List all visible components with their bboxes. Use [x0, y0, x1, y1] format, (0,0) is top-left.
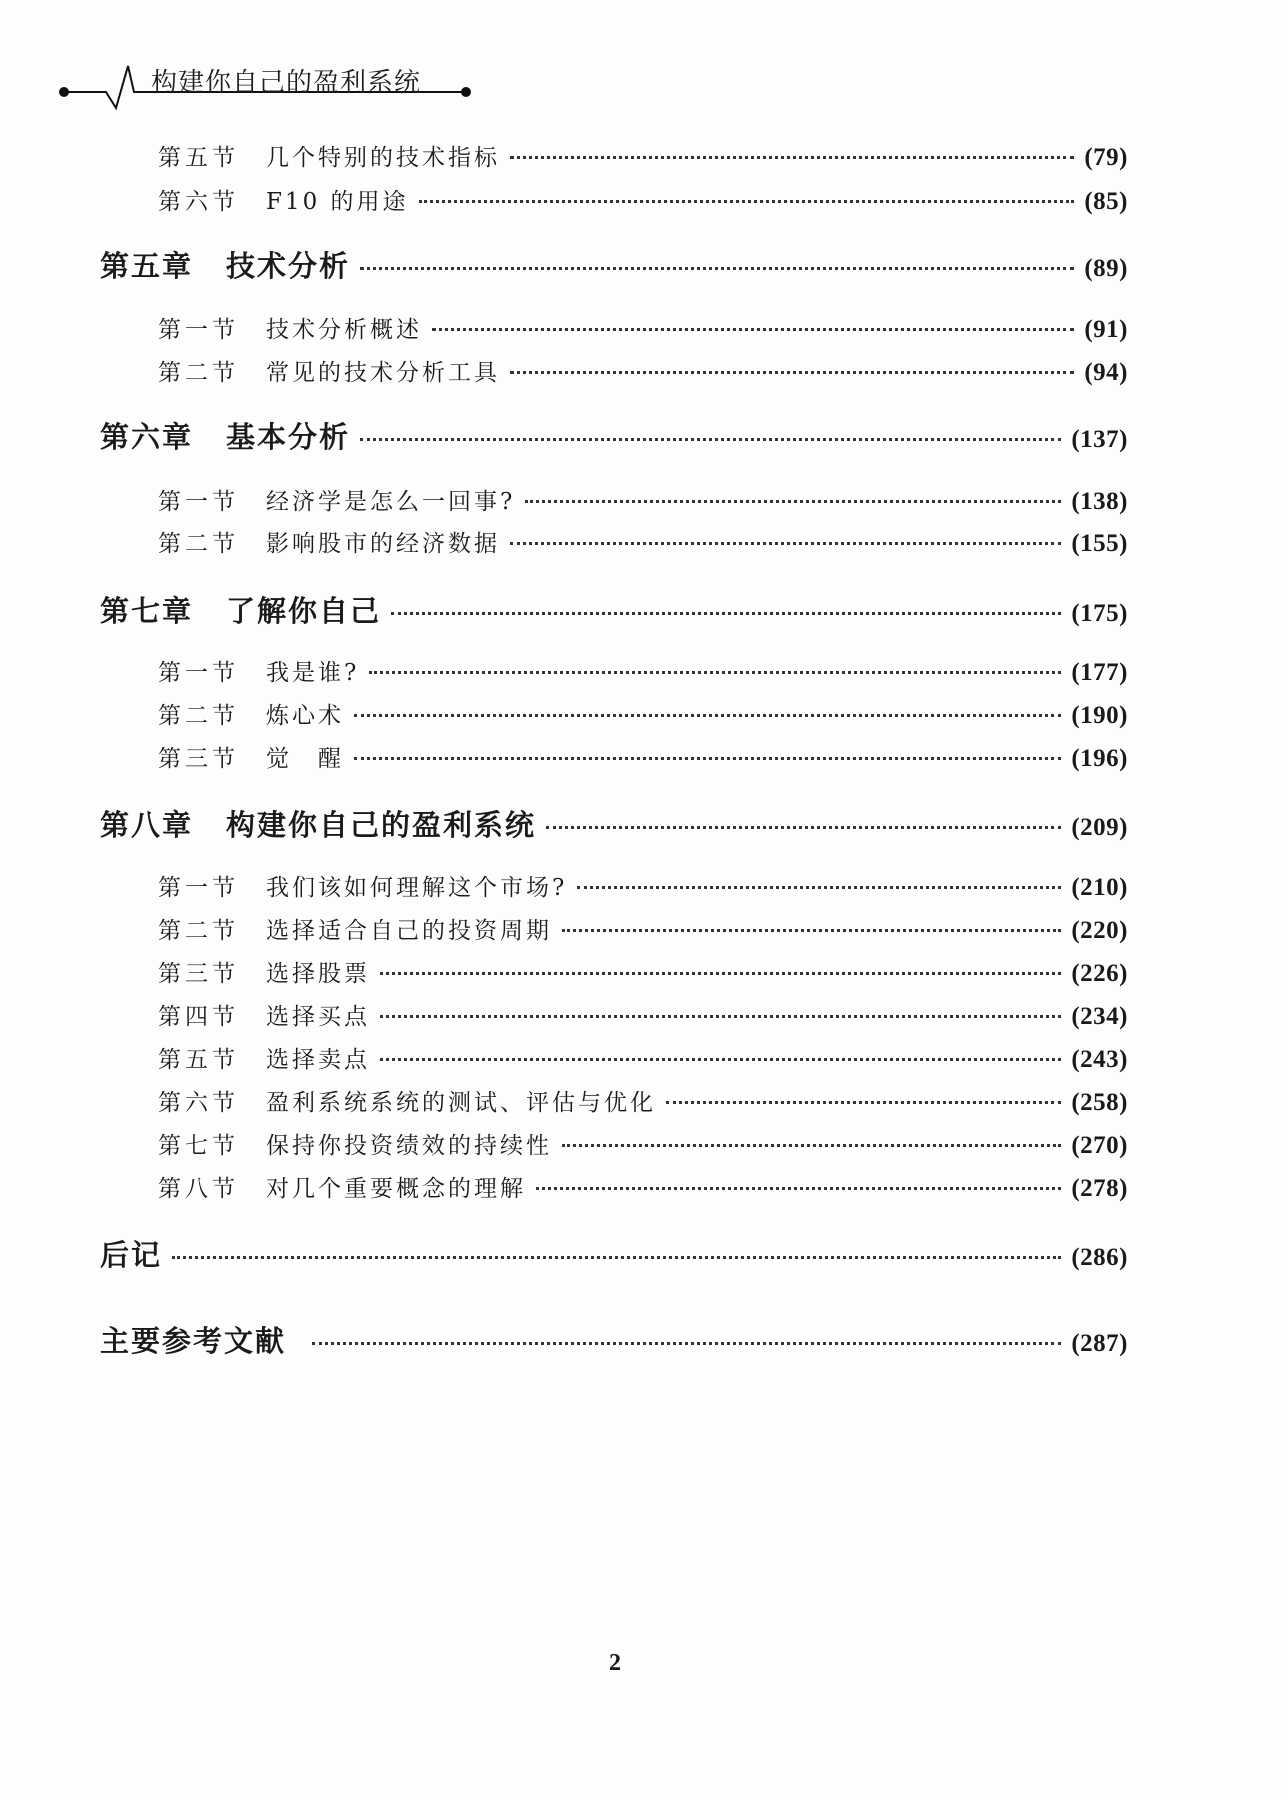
section-number: 第五节: [158, 145, 239, 171]
section-title: 经济学是怎么一回事?: [266, 489, 516, 515]
dot-leader: [510, 371, 1074, 374]
toc-section-entry[interactable]: [158, 183, 1128, 215]
section-number: 第四节: [158, 1004, 239, 1030]
toc-section-entry[interactable]: [158, 525, 1128, 557]
chapter-title: 了解你自己: [226, 594, 382, 628]
toc-section-entry[interactable]: [158, 955, 1128, 987]
toc-chapter-entry[interactable]: [100, 589, 1128, 629]
section-title: 选择买点: [266, 1004, 370, 1030]
page-reference: (209): [1071, 814, 1128, 841]
dot-leader: [380, 972, 1061, 975]
dot-leader: [562, 929, 1061, 932]
dot-leader: [391, 612, 1061, 615]
chapter-number: 第七章: [100, 594, 194, 628]
page-reference: (190): [1071, 702, 1128, 729]
section-title: 我是谁?: [266, 660, 360, 686]
section-title: 保持你投资绩效的持续性: [266, 1133, 552, 1159]
page-reference: (177): [1071, 659, 1128, 686]
toc-section-entry[interactable]: [158, 654, 1128, 686]
dot-leader: [510, 156, 1074, 159]
toc-chapter-entry[interactable]: [100, 244, 1128, 284]
section-number: 第八节: [158, 1176, 239, 1202]
toc-section-entry[interactable]: [158, 998, 1128, 1030]
section-number: 第六节: [158, 1090, 239, 1116]
dot-leader: [172, 1256, 1061, 1259]
toc-references-entry[interactable]: [100, 1319, 1128, 1359]
page-reference: (234): [1071, 1003, 1128, 1030]
toc-afterword-entry[interactable]: [100, 1233, 1128, 1273]
dot-leader: [312, 1342, 1061, 1345]
toc-section-entry[interactable]: [158, 1041, 1128, 1073]
dot-leader: [380, 1058, 1061, 1061]
page-reference: (258): [1071, 1089, 1128, 1116]
page-reference: (91): [1084, 316, 1128, 343]
references-title: 主要参考文献: [100, 1324, 287, 1358]
section-title: 觉 醒: [266, 746, 344, 772]
section-title: 选择股票: [266, 961, 370, 987]
dot-leader: [354, 757, 1061, 760]
dot-leader: [360, 438, 1061, 441]
dot-leader: [369, 671, 1061, 674]
section-number: 第一节: [158, 660, 239, 686]
section-title: 炼心术: [266, 703, 344, 729]
chapter-title: 基本分析: [226, 420, 351, 454]
toc-section-entry[interactable]: [158, 1084, 1128, 1116]
section-title: 几个特别的技术指标: [266, 145, 500, 171]
toc-section-entry[interactable]: [158, 311, 1128, 343]
dot-leader: [577, 886, 1061, 889]
section-number: 第一节: [158, 489, 239, 515]
dot-leader: [562, 1144, 1061, 1147]
chapter-number: 第六章: [100, 420, 194, 454]
page-reference: (287): [1071, 1330, 1128, 1357]
page-reference: (210): [1071, 874, 1128, 901]
toc-section-entry[interactable]: [158, 483, 1128, 515]
page-number: 2: [609, 1650, 621, 1676]
section-title: 技术分析概述: [266, 317, 422, 343]
section-title: 盈利系统系统的测试、评估与优化: [266, 1090, 656, 1116]
page-reference: (278): [1071, 1175, 1128, 1202]
toc-section-entry[interactable]: [158, 912, 1128, 944]
dot-leader: [525, 500, 1061, 503]
dot-leader: [419, 200, 1075, 203]
toc-section-entry[interactable]: [158, 1170, 1128, 1202]
section-number: 第二节: [158, 531, 239, 557]
section-number: 第六节: [158, 189, 239, 215]
section-number: 第二节: [158, 360, 239, 386]
toc-chapter-entry[interactable]: [100, 415, 1128, 455]
page-reference: (89): [1084, 255, 1128, 282]
chapter-number: 第五章: [100, 249, 194, 283]
section-number: 第三节: [158, 746, 239, 772]
page-reference: (137): [1071, 426, 1128, 453]
section-title: 影响股市的经济数据: [266, 531, 500, 557]
section-number: 第五节: [158, 1047, 239, 1073]
running-title: 构建你自己的盈利系统: [151, 68, 422, 98]
page-reference: (175): [1071, 600, 1128, 627]
toc-section-entry[interactable]: [158, 1127, 1128, 1159]
page-reference: (138): [1071, 488, 1128, 515]
toc-chapter-entry[interactable]: [100, 803, 1128, 843]
section-number: 第七节: [158, 1133, 239, 1159]
dot-leader: [432, 328, 1074, 331]
page-reference: (196): [1071, 745, 1128, 772]
chapter-title: 构建你自己的盈利系统: [226, 808, 537, 842]
page-reference: (220): [1071, 917, 1128, 944]
dot-leader: [546, 826, 1061, 829]
page-reference: (155): [1071, 530, 1128, 557]
section-number: 第二节: [158, 703, 239, 729]
toc-section-entry[interactable]: [158, 139, 1128, 171]
dot-leader: [354, 714, 1061, 717]
page-reference: (243): [1071, 1046, 1128, 1073]
section-number: 第三节: [158, 961, 239, 987]
section-title: 对几个重要概念的理解: [266, 1176, 526, 1202]
section-title: 常见的技术分析工具: [266, 360, 500, 386]
page-reference: (226): [1071, 960, 1128, 987]
page-reference: (286): [1071, 1244, 1128, 1271]
section-title: 选择适合自己的投资周期: [266, 918, 552, 944]
running-header: [58, 52, 478, 122]
section-number: 第一节: [158, 875, 239, 901]
dot-leader: [536, 1187, 1061, 1190]
dot-leader: [510, 542, 1061, 545]
section-title: 我们该如何理解这个市场?: [266, 875, 568, 901]
page-reference: (85): [1084, 188, 1128, 215]
dot-leader: [360, 267, 1074, 270]
dot-leader: [380, 1015, 1061, 1018]
chapter-number: 第八章: [100, 808, 194, 842]
page-reference: (270): [1071, 1132, 1128, 1159]
page-reference: (94): [1084, 359, 1128, 386]
toc-section-entry[interactable]: [158, 354, 1128, 386]
section-number: 第一节: [158, 317, 239, 343]
toc-section-entry[interactable]: [158, 740, 1128, 772]
section-title: 选择卖点: [266, 1047, 370, 1073]
section-title: F10 的用途: [266, 189, 409, 215]
page-reference: (79): [1084, 144, 1128, 171]
toc-section-entry[interactable]: [158, 697, 1128, 729]
chapter-title: 技术分析: [226, 249, 351, 283]
dot-leader: [666, 1101, 1061, 1104]
toc-section-entry[interactable]: [158, 869, 1128, 901]
afterword-title: 后记: [100, 1238, 163, 1272]
section-number: 第二节: [158, 918, 239, 944]
